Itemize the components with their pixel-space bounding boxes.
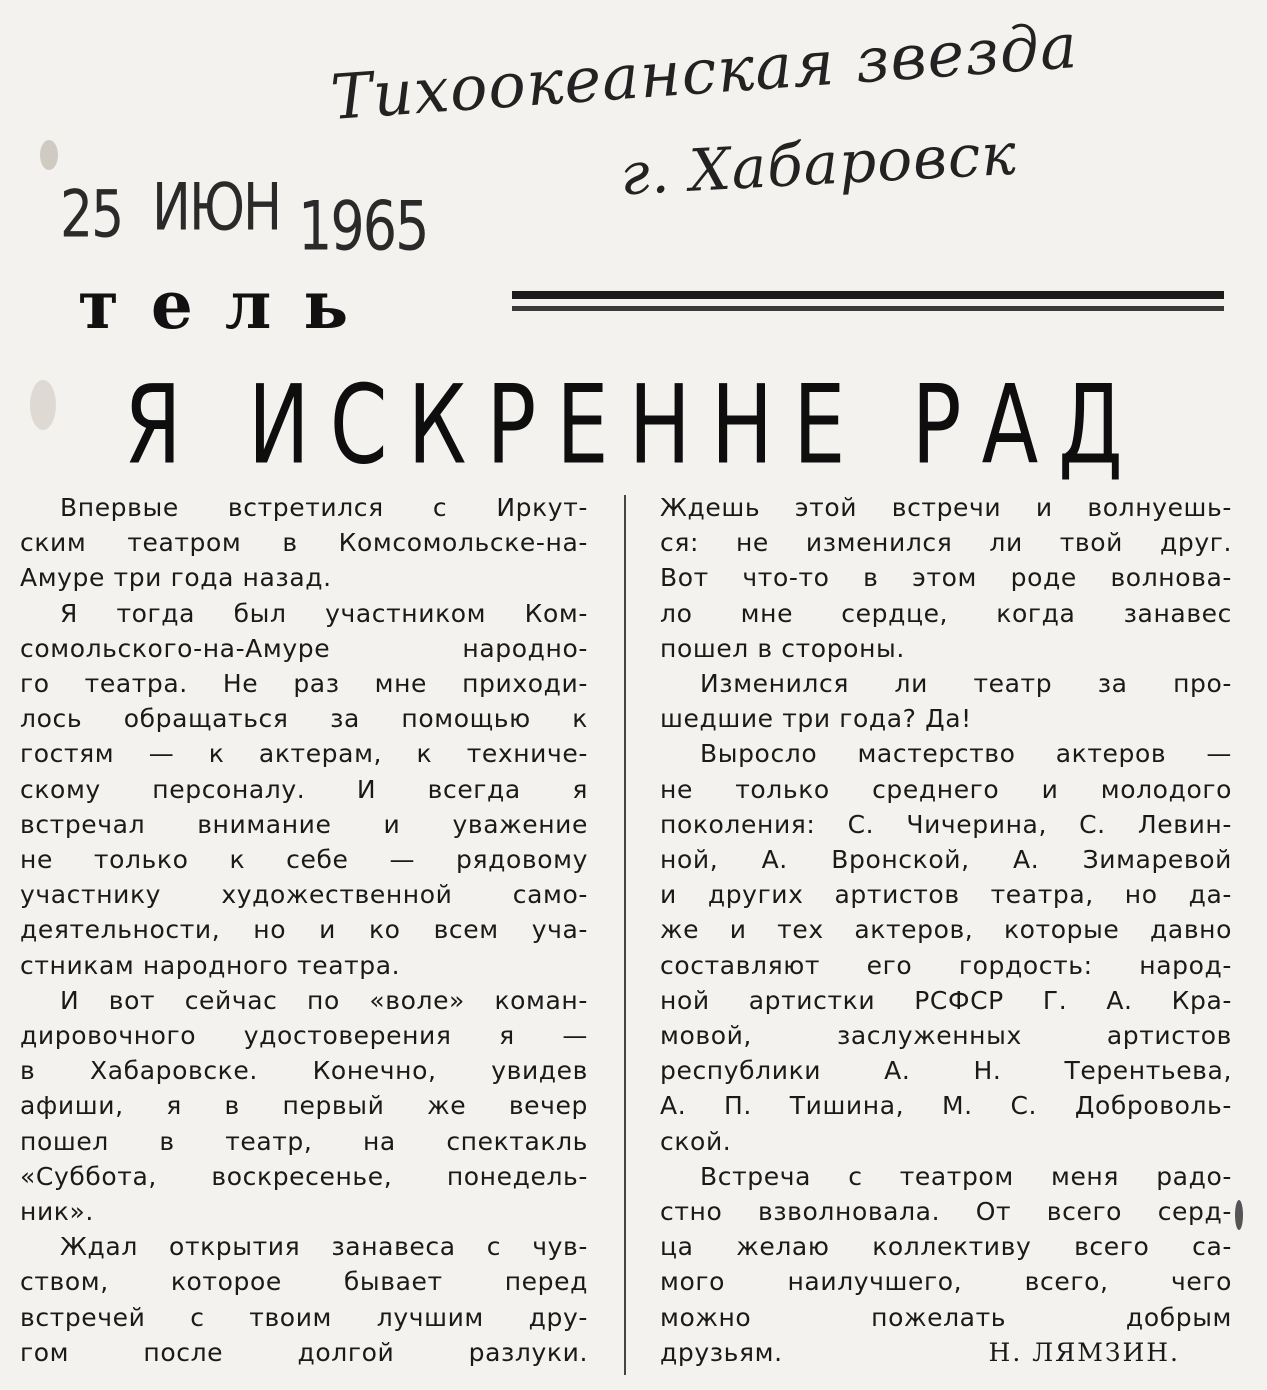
text-line: республики А. Н. Терентьева, [660, 1056, 1232, 1086]
text-line: составляют его гордость: народ- [660, 950, 1232, 980]
date-stamp-day: 25 [60, 177, 123, 253]
closing-text: друзьям. [660, 1337, 783, 1367]
article-column-right [660, 490, 1232, 1370]
text-line: Изменился ли театр за про- [700, 669, 1232, 699]
text-line: И вот сейчас по «воле» коман- [60, 985, 588, 1015]
text-line: ной артистки РСФСР Г. А. Кра- [660, 985, 1232, 1015]
signature-line [660, 1335, 1232, 1370]
text-line: ной, А. Вронской, А. Зимаревой [660, 845, 1232, 875]
text-line: встречей с твоим лучшим дру- [20, 1302, 588, 1332]
text-line: деятельности, но и ко всем уча- [20, 915, 588, 945]
date-stamp-month: ИЮН [152, 170, 281, 246]
text-line: Ждал открытия занавеса с чув- [60, 1232, 588, 1262]
text-line: стникам народного театра. [20, 950, 401, 980]
text-line: «Суббота, воскресенье, понедель- [20, 1161, 588, 1191]
text-line: го театра. Не раз мне приходи- [20, 669, 588, 699]
text-line: можно пожелать добрым [660, 1302, 1232, 1332]
text-line: гостям — к актерам, к техниче- [20, 739, 588, 769]
text-line: Встреча с театром меня радо- [700, 1161, 1232, 1191]
text-line: А. П. Тишина, М. С. Доброволь- [660, 1091, 1232, 1121]
handwritten-city: г. Хабаровск [618, 119, 1019, 209]
article-column-left [20, 490, 588, 1370]
text-line: ник». [20, 1197, 94, 1227]
text-line: Я тогда был участником Ком- [60, 598, 588, 628]
text-line: пошел в стороны. [660, 633, 905, 663]
text-line: мого наилучшего, всего, чего [660, 1267, 1232, 1297]
paper-speck [1235, 1200, 1243, 1230]
text-line: ской. [660, 1126, 732, 1156]
text-line: ся: не изменился ли твой друг. [660, 528, 1232, 558]
text-line: и других артистов театра, но да- [660, 880, 1232, 910]
text-line: не только среднего и молодого [660, 774, 1232, 804]
text-line: встречал внимание и уважение [20, 809, 588, 839]
text-line: ским театром в Комсомольске-на- [20, 528, 588, 558]
text-line: Амуре три года назад. [20, 563, 332, 593]
text-line: Выросло мастерство актеров — [700, 739, 1232, 769]
text-line: ца желаю коллективу всего са- [660, 1232, 1232, 1262]
text-line: Ждешь этой встречи и волнуешь- [660, 493, 1232, 522]
text-line: поколения: С. Чичерина, С. Левин- [660, 809, 1232, 839]
text-line: скому персоналу. И всегда я [20, 774, 588, 804]
text-line: мовой, заслуженных артистов [660, 1021, 1232, 1051]
text-line: же и тех актеров, которые давно [660, 915, 1232, 945]
text-line: афиши, я в первый же вечер [20, 1091, 588, 1121]
text-line: Вот что-то в этом роде волнова- [660, 563, 1232, 593]
section-heading-fragment: тель [78, 266, 381, 344]
date-stamp-year: 1965 [298, 187, 428, 266]
text-line: участнику художественной само- [20, 880, 588, 910]
section-rule [512, 306, 1224, 311]
article-column-right-lines [660, 490, 1232, 1335]
column-divider [624, 495, 626, 1375]
text-line: шедшие три года? Да! [660, 704, 972, 734]
text-line: ством, которое бывает перед [20, 1267, 588, 1297]
text-line: дировочного удостоверения я — [20, 1021, 588, 1051]
handwritten-newspaper-name: Тихоокеанская звезда [328, 8, 1081, 135]
text-line: стно взволновала. От всего серд- [660, 1197, 1232, 1227]
text-line: лось обращаться за помощью к [20, 704, 588, 734]
text-line: Впервые встретился с Иркут- [60, 493, 588, 522]
paper-speck [40, 140, 58, 170]
text-line: пошел в театр, на спектакль [20, 1126, 588, 1156]
text-line: гом после долгой разлуки. [20, 1337, 588, 1367]
author-signature: Н. ЛЯМЗИН. [988, 1337, 1180, 1367]
text-line: не только к себе — рядовому [20, 845, 588, 875]
article-headline: Я ИСКРЕННЕ РАД [124, 362, 1143, 489]
text-line: сомольского-на-Амуре народно- [20, 633, 588, 663]
section-rule [512, 291, 1224, 299]
text-line: ло мне сердце, когда занавес [660, 598, 1232, 628]
text-line: в Хабаровске. Конечно, увидев [20, 1056, 588, 1086]
